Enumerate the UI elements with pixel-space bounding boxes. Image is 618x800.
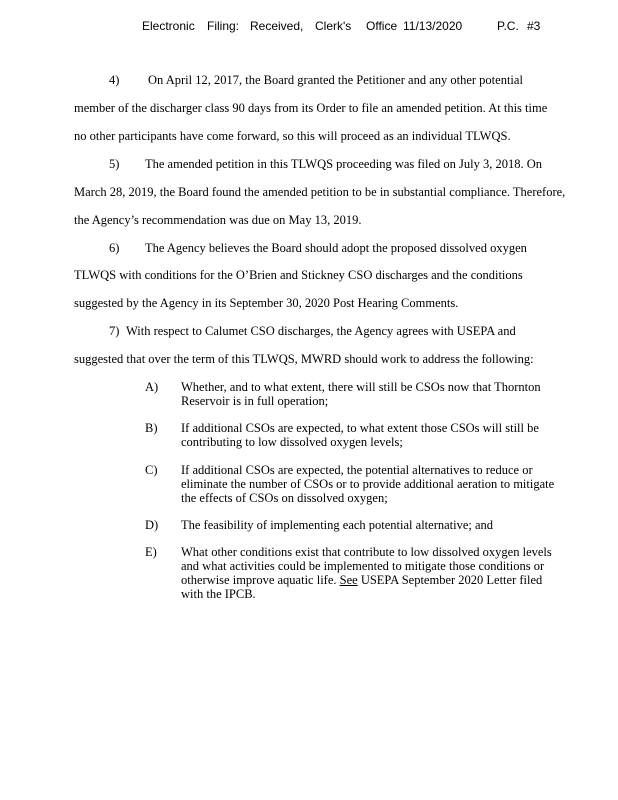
paragraph-line: member of the discharger class 90 days from its Order to file an amended petition. At this time: [74, 101, 548, 115]
item-line: If additional CSOs are expected, to what extent those CSOs will still be: [181, 421, 539, 435]
paragraph-line: the Agency’s recommendation was due on May 13, 2019.: [74, 213, 362, 227]
see-citation: See: [339, 573, 358, 587]
item-label: D): [145, 518, 159, 532]
item-line: and what activities could be implemented to mitigate those conditions or: [181, 559, 545, 573]
header-filing: Filing:: [207, 19, 240, 33]
paragraph-line: On April 12, 2017, the Board granted the Petitioner and any other potential: [148, 73, 523, 87]
item-line: Reservoir is in full operation;: [181, 394, 329, 408]
paragraph-line: With respect to Calumet CSO discharges, the Agency agrees with USEPA and: [126, 324, 516, 338]
item-line: contributing to low dissolved oxygen levels;: [181, 435, 403, 449]
item-line: The feasibility of implementing each potential alternative; and: [181, 518, 494, 532]
item-line: the effects of CSOs on dissolved oxygen;: [181, 491, 388, 505]
list-item: [181, 421, 591, 449]
item-label: A): [145, 380, 159, 394]
list-item: [181, 518, 591, 532]
paragraph-number: 6): [109, 241, 120, 255]
item-line: If additional CSOs are expected, the potential alternatives to reduce or: [181, 463, 533, 477]
list-item: [181, 463, 591, 505]
item-line: with the IPCB.: [181, 587, 256, 601]
item-line: What other conditions exist that contribute to low dissolved oxygen levels: [181, 545, 552, 559]
paragraph-number: 7): [109, 324, 120, 338]
item-line: Whether, and to what extent, there will still be CSOs now that Thornton: [181, 380, 541, 394]
header-received: Received,: [250, 19, 304, 33]
paragraph-line: The amended petition in this TLWQS proceeding was filed on July 3, 2018. On: [145, 157, 543, 171]
header-pc: P.C.: [497, 19, 519, 33]
paragraph-line: TLWQS with conditions for the O’Brien and Stickney CSO discharges and the conditions: [74, 268, 523, 282]
header-clerks: Clerk's: [315, 19, 352, 33]
filing-header: [0, 19, 618, 37]
header-office: Office: [366, 19, 398, 33]
item-line-text: otherwise improve aquatic life.: [181, 573, 337, 587]
item-label: B): [145, 421, 158, 435]
paragraph-line: suggested that over the term of this TLWQS, MWRD should work to address the following:: [74, 352, 534, 366]
paragraph-line: The Agency believes the Board should adopt the proposed dissolved oxygen: [145, 241, 527, 255]
header-pc-number: #3: [527, 19, 541, 33]
paragraph-line: suggested by the Agency in its September 30, 2020 Post Hearing Comments.: [74, 296, 459, 310]
paragraph-number: 5): [109, 157, 120, 171]
paragraph-line: no other participants have come forward, so this will proceed as an individual TLWQS.: [74, 129, 511, 143]
item-line: [181, 573, 591, 587]
paragraph-line: March 28, 2019, the Board found the amended petition to be in substantial compliance. Therefore,: [74, 185, 566, 199]
citation-text: USEPA September 2020 Letter filed: [357, 573, 543, 587]
item-label: E): [145, 545, 157, 559]
header-electronic: Electronic: [142, 19, 195, 33]
item-line: eliminate the number of CSOs or to provide additional aeration to mitigate: [181, 477, 555, 491]
list-item: [181, 545, 591, 601]
item-label: C): [145, 463, 158, 477]
list-item: [181, 380, 591, 408]
paragraph-number: 4): [109, 73, 120, 87]
header-date: 11/13/2020: [403, 19, 463, 33]
